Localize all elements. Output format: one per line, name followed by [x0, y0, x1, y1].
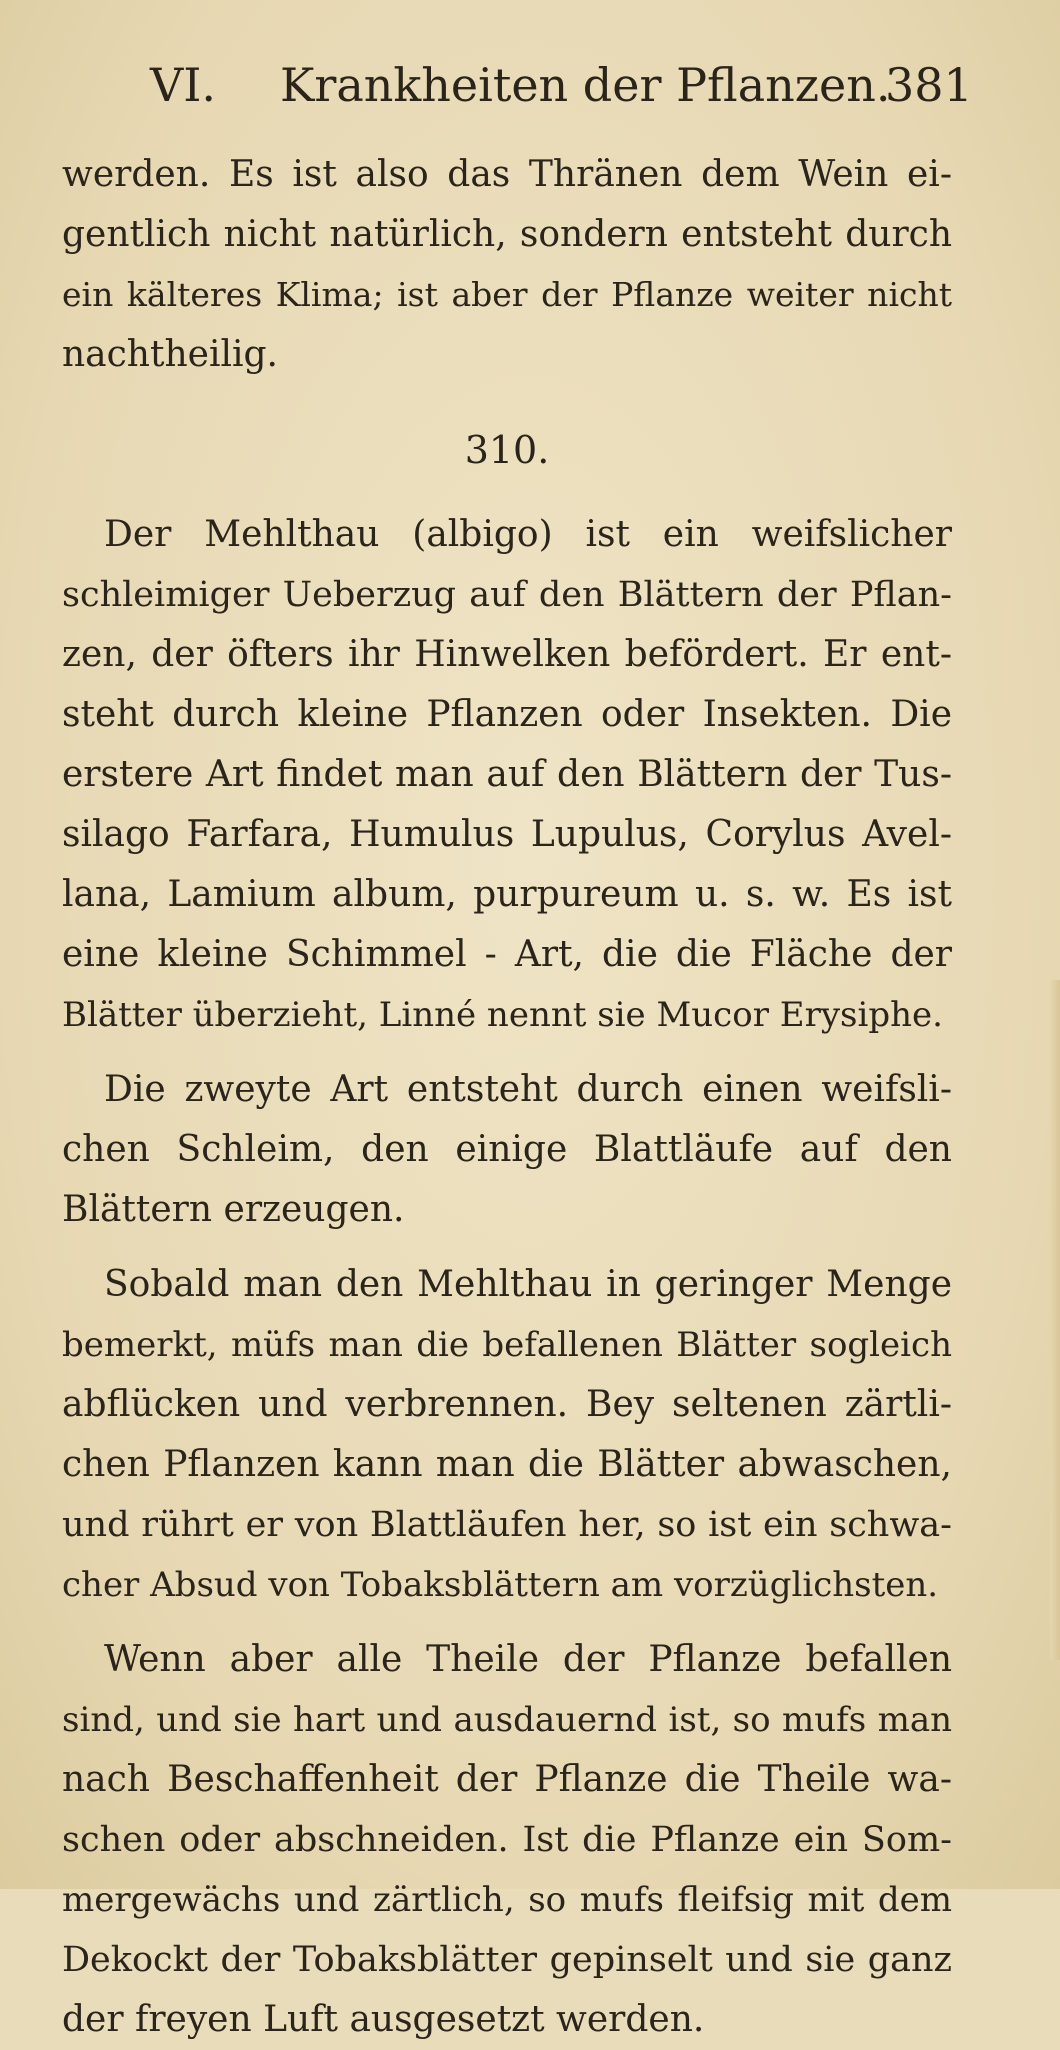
- text-line: bemerkt, müfs man die befallenen Blätter sogleich: [62, 1325, 952, 1365]
- text-line: Der Mehlthau (albigo) ist ein weifslicher: [104, 514, 952, 555]
- text-line: schen oder abschneiden. Ist die Pflanze ein Som-: [62, 1820, 952, 1860]
- page-edge-shadow: [1050, 980, 1060, 1660]
- text-line: und rührt er von Blattläufen her, so ist ein schwa-: [62, 1505, 952, 1545]
- text-line: Wenn aber alle Theile der Pflanze befallen: [104, 1639, 952, 1680]
- text-line: Blätter überzieht, Linné nennt sie Mucor Erysiphe.: [62, 995, 943, 1035]
- text-line: chen Schleim, den einige Blattläufe auf den: [62, 1129, 952, 1170]
- section-number: 310.: [464, 428, 550, 472]
- running-header: [150, 45, 973, 125]
- text-line: mergewächs und zärtlich, so mufs fleifsig mit dem: [62, 1880, 952, 1920]
- text-line: silago Farfara, Humulus Lupulus, Corylus Avel-: [62, 814, 952, 855]
- text-line: Sobald man den Mehlthau in geringer Menge: [104, 1264, 952, 1305]
- text-line: nachtheilig.: [62, 334, 278, 375]
- text-line: sind, und sie hart und ausdauernd ist, so mufs man: [62, 1700, 952, 1740]
- text-line: eine kleine Schimmel - Art, die die Fläche der: [62, 934, 952, 975]
- text-line: lana, Lamium album, purpureum u. s. w. Es ist: [62, 874, 952, 915]
- text-line: cher Absud von Tobaksblättern am vorzüglichsten.: [62, 1565, 939, 1605]
- chapter-number: VI.: [150, 58, 217, 112]
- text-line: gentlich nicht natürlich, sondern entsteht durch: [62, 214, 952, 255]
- text-line: schleimiger Ueberzug auf den Blättern der Pflan-: [62, 575, 952, 615]
- chapter-title: Krankheiten der Pflanzen.: [280, 58, 891, 112]
- text-line: erstere Art findet man auf den Blättern der Tus-: [62, 754, 952, 795]
- text-line: zen, der öfters ihr Hinwelken befördert. Er ent-: [62, 634, 952, 675]
- text-line: der freyen Luft ausgesetzt werden.: [62, 1999, 705, 2040]
- text-line: nach Beschaffenheit der Pflanze die Theile wa-: [62, 1759, 952, 1800]
- text-line: Blättern erzeugen.: [62, 1189, 405, 1230]
- text-line: steht durch kleine Pflanzen oder Insekten. Die: [62, 694, 952, 735]
- page-number: 381: [885, 58, 973, 112]
- text-line: Die zweyte Art entsteht durch einen weifsli-: [104, 1069, 952, 1110]
- text-line: Dekockt der Tobaksblätter gepinselt und sie ganz: [62, 1940, 952, 1980]
- text-line: abflücken und verbrennen. Bey seltenen zärtli-: [62, 1384, 952, 1425]
- text-line: chen Pflanzen kann man die Blätter abwaschen,: [62, 1444, 952, 1485]
- text-line: werden. Es ist also das Thränen dem Wein ei-: [62, 154, 952, 195]
- text-line: ein kälteres Klima; ist aber der Pflanze weiter nicht: [62, 275, 952, 314]
